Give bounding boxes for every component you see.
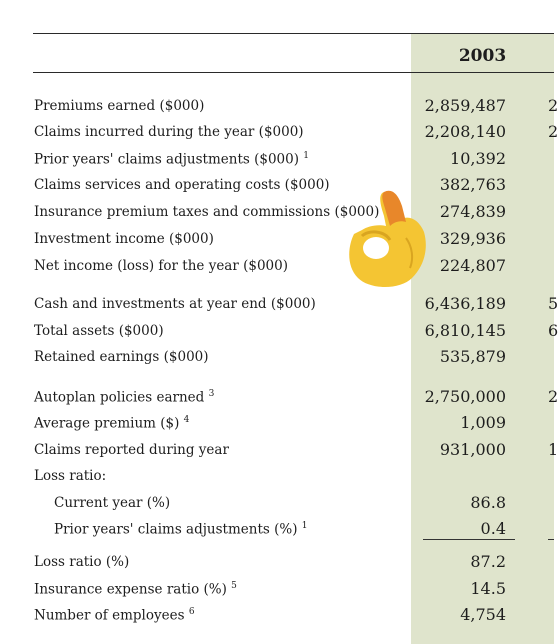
row-label bbox=[34, 98, 204, 114]
footnote-marker: 6 bbox=[188, 607, 195, 617]
row-value: 329,936 bbox=[439, 229, 506, 248]
row-label bbox=[34, 349, 209, 365]
row-label bbox=[34, 231, 214, 247]
row-value: 2,859,487 bbox=[424, 96, 506, 115]
row-label bbox=[34, 415, 189, 432]
row-label-text: Insurance premium taxes and commissions ($000) bbox=[34, 204, 380, 220]
row-label-text: Loss ratio: bbox=[34, 468, 107, 484]
top-rule bbox=[33, 33, 554, 34]
subtotal-rule bbox=[423, 539, 515, 540]
year-header: 2003 bbox=[458, 46, 507, 66]
row-label bbox=[34, 177, 330, 193]
row-value: 0.4 bbox=[480, 519, 506, 538]
row-value: 2,750,000 bbox=[424, 387, 506, 406]
row-value: 535,879 bbox=[439, 347, 506, 366]
next-column-value: 1 bbox=[548, 440, 558, 459]
row-label bbox=[34, 581, 237, 598]
row-value: 382,763 bbox=[439, 175, 506, 194]
row-label-text: Net income (loss) for the year ($000) bbox=[34, 258, 288, 274]
next-column-value: 6 bbox=[548, 321, 558, 340]
row-value: 6,810,145 bbox=[424, 321, 506, 340]
row-label bbox=[34, 124, 304, 140]
row-label-text: Investment income ($000) bbox=[34, 231, 214, 247]
row-label-text: Autoplan policies earned bbox=[34, 389, 205, 406]
row-label bbox=[34, 323, 164, 339]
row-value: 10,392 bbox=[450, 149, 506, 168]
row-label bbox=[34, 468, 106, 484]
row-value: 86.8 bbox=[470, 493, 506, 512]
next-column-value: 2 bbox=[548, 96, 558, 115]
footnote-marker: 1 bbox=[301, 521, 308, 531]
header-rule bbox=[33, 72, 554, 73]
row-label-text: Insurance expense ratio (%) bbox=[34, 581, 227, 598]
next-column-value: 5 bbox=[548, 294, 558, 313]
row-label bbox=[34, 204, 379, 220]
row-label bbox=[54, 495, 170, 511]
row-label-text: Cash and investments at year end ($000) bbox=[34, 296, 316, 312]
row-label bbox=[34, 258, 288, 274]
footnote-marker: 5 bbox=[231, 581, 237, 591]
row-value: 6,436,189 bbox=[424, 294, 506, 313]
footnote-marker: 3 bbox=[208, 389, 215, 399]
footnote-marker: 1 bbox=[303, 151, 310, 161]
row-label-text: Loss ratio (%) bbox=[34, 554, 130, 570]
row-label bbox=[34, 389, 214, 406]
subtotal-rule-next bbox=[548, 539, 554, 540]
row-value: 14.5 bbox=[470, 579, 506, 598]
row-label bbox=[34, 554, 129, 570]
footnote-marker: 4 bbox=[183, 415, 190, 425]
row-value: 1,009 bbox=[460, 413, 506, 432]
row-label-text: Claims incurred during the year ($000) bbox=[34, 124, 304, 140]
row-label bbox=[34, 296, 316, 312]
row-label bbox=[34, 607, 195, 624]
row-label-text: Premiums earned ($000) bbox=[34, 98, 205, 114]
row-label-text: Retained earnings ($000) bbox=[34, 349, 209, 365]
row-label-text: Total assets ($000) bbox=[34, 323, 164, 339]
row-value: 2,208,140 bbox=[424, 122, 506, 141]
next-column-value: 2 bbox=[548, 387, 558, 406]
row-value: 87.2 bbox=[470, 552, 506, 571]
row-label-text: Current year (%) bbox=[54, 495, 171, 511]
row-label bbox=[34, 151, 309, 168]
row-value: 931,000 bbox=[439, 440, 506, 459]
next-column-value: 2 bbox=[548, 122, 558, 141]
row-label-text: Prior years' claims adjustments ($000) bbox=[34, 151, 299, 168]
row-value: 224,807 bbox=[439, 256, 506, 275]
row-label-text: Prior years' claims adjustments (%) bbox=[54, 521, 298, 538]
row-value: 274,839 bbox=[439, 202, 506, 221]
row-label-text: Number of employees bbox=[34, 607, 185, 624]
row-value: 4,754 bbox=[460, 605, 506, 624]
row-label bbox=[54, 521, 308, 538]
row-label-text: Claims services and operating costs ($000) bbox=[34, 177, 330, 193]
row-label-text: Average premium ($) bbox=[34, 415, 180, 432]
row-label-text: Claims reported during year bbox=[34, 442, 229, 458]
row-label bbox=[34, 442, 229, 458]
ok-hand-icon bbox=[340, 186, 432, 292]
